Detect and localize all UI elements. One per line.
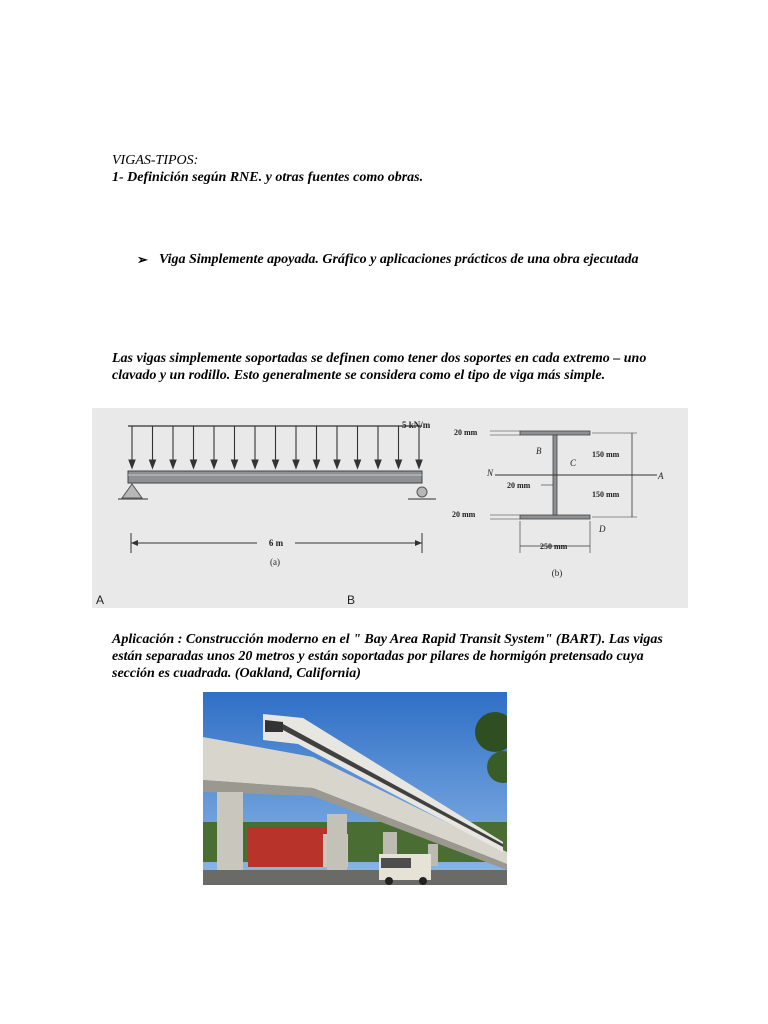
panel-label-a: A xyxy=(96,593,105,607)
axis-left-label: N xyxy=(487,468,494,478)
load-arrow-head xyxy=(334,460,340,468)
flange-width-label: 250 mm xyxy=(540,542,568,551)
pin-support xyxy=(118,484,148,499)
span-label: 6 m xyxy=(268,538,284,548)
top-flange xyxy=(520,431,590,435)
point-c-label: C xyxy=(570,458,577,468)
arrow-bullet-icon: ➢ xyxy=(137,252,148,267)
load-arrow-head xyxy=(416,460,422,468)
point-b-label: B xyxy=(536,446,542,456)
load-arrow-head xyxy=(191,460,197,468)
definition-paragraph: Las vigas simplemente soportadas se definen como tener dos soportes en cada extremo – uno clavado y un rodillo. Esto generalmente se considera como el tipo de viga más simple. xyxy=(112,351,647,383)
load-arrow-head xyxy=(170,460,176,468)
point-d-label: D xyxy=(599,524,606,534)
panel-label-b: B xyxy=(347,593,356,607)
load-arrow-head xyxy=(150,460,156,468)
load-arrow-head xyxy=(211,460,217,468)
web-thickness: 20 mm xyxy=(507,481,531,490)
roller-support xyxy=(408,487,436,499)
bullet-text: Viga Simplemente apoyada. Gráfico y aplicaciones prácticos de una obra ejecutada xyxy=(159,252,639,267)
load-arrow-head xyxy=(129,460,135,468)
beam xyxy=(128,471,422,483)
bottom-flange-thickness: 20 mm xyxy=(452,510,476,519)
lower-height-label: 150 mm xyxy=(592,490,620,499)
caption-b: (b) xyxy=(551,568,563,578)
bart-photo-image xyxy=(203,692,507,885)
upper-height-label: 150 mm xyxy=(592,450,620,459)
load-arrow-head xyxy=(314,460,320,468)
load-arrow-head xyxy=(355,460,361,468)
top-flange-thickness: 20 mm xyxy=(454,428,478,437)
load-arrow-head xyxy=(252,460,258,468)
document-heading: VIGAS-TIPOS: xyxy=(112,153,199,168)
load-arrow-head xyxy=(396,460,402,468)
load-arrow-head xyxy=(273,460,279,468)
load-arrow-head xyxy=(232,460,238,468)
application-paragraph: Aplicación : Construcción moderno en el " Bay Area Rapid Transit System" (BART). Las vigas están separadas unos 20 metros y están soportadas por pilares de hormigón pretensado cuya sección es cuadrada. (Oakland, California) xyxy=(112,632,663,681)
beam-diagram-figure xyxy=(92,408,688,608)
definition-subheading: 1- Definición según RNE. y otras fuentes como obras. xyxy=(112,170,424,185)
load-arrow-head xyxy=(375,460,381,468)
bottom-flange xyxy=(520,515,590,519)
bart-viaduct-photo xyxy=(203,692,507,885)
load-label: 5 kN/m xyxy=(402,420,431,430)
beam-diagram xyxy=(92,408,688,608)
caption-a: (a) xyxy=(270,557,280,567)
axis-right-label: A xyxy=(658,471,664,481)
load-arrow-head xyxy=(293,460,299,468)
distributed-load-arrows xyxy=(129,426,422,468)
